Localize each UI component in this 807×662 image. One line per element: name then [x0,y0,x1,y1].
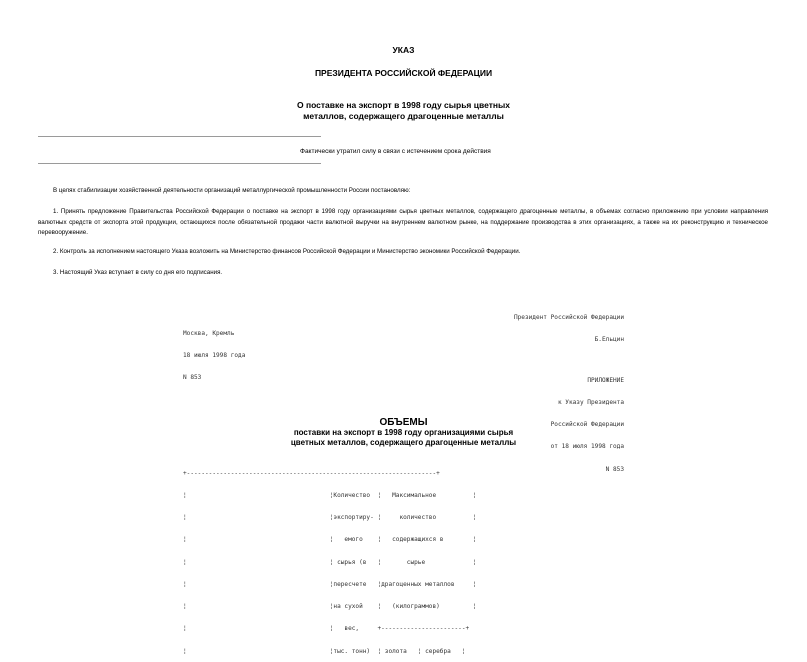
date-line: 18 июля 1998 года [183,352,246,360]
appendix-ref: к Указу Президента [557,399,624,407]
paragraph-1: 1. Принять предложение Правительства Российской Федерации о поставке на экспорт в 1998 году организациями сырья цветных металлов, содержащего драгоценные металлы, в объемах согласно приложению при условии направления валютных средств от экспорта этой продукции, остающихся после обязательной продажи части валютной выручки на внутреннем валютном рынке, на поддержание производства в этих организациях, а также на их реконструкцию и техническое перевооружение. [38,208,768,236]
appendix-label: ПРИЛОЖЕНИЕ [587,376,624,384]
table-line: ¦ ¦экспортиру- ¦ количество ¦ [183,514,477,522]
table-line: ¦ ¦на сухой ¦ (килограммов) ¦ [183,603,477,611]
appendix-number: N 853 [605,465,624,473]
signature-name: Б.Ельцин [594,336,624,344]
preamble-paragraph: В целях стабилизации хозяйственной деятельности организаций металлургической промышленности России постановляю: [53,187,411,194]
signature-block [440,299,624,351]
volumes-subtitle-line-1: поставки на экспорт в 1998 году организациями сырья [293,428,514,437]
appendix-date: от 18 июля 1998 года [550,443,624,451]
volumes-table [183,455,477,662]
signature-title: Президент Российской Федерации [513,313,624,321]
table-line: ¦ ¦тыс. тонн) ¦ золота ¦ серебра ¦ [183,647,466,655]
table-line: ¦ ¦ сырья (в ¦ сырье ¦ [183,558,477,566]
decree-title: УКАЗ [392,45,415,55]
volumes-subtitle-line-2: цветных металлов, содержащего драгоценные металлы [290,438,517,447]
volumes-subtitle [0,428,807,451]
divider-top [38,136,321,137]
subject-line-1: О поставке на экспорт в 1998 году сырья цветных [296,100,510,110]
volumes-title: ОБЪЕМЫ [379,417,428,428]
paragraph-3: 3. Настоящий Указ вступает в силу со дня его подписания. [53,269,223,276]
table-line: ¦ ¦пересчете ¦драгоценных металлов ¦ [183,580,477,588]
place-date-block [183,315,245,389]
table-line: ¦ ¦ емого ¦ содержащихся в ¦ [183,536,477,544]
appendix-country: Российской Федерации [550,421,624,429]
divider-bottom [38,163,321,164]
table-line: +--------------------------------------------------------------------+ [183,469,440,477]
decree-subject [0,100,807,122]
subject-line-2: металлов, содержащего драгоценные металлы [303,111,504,121]
number-line: N 853 [183,374,202,382]
decree-issuer: ПРЕЗИДЕНТА РОССИЙСКОЙ ФЕДЕРАЦИИ [314,68,493,78]
table-line: ¦ ¦ вес, +-----------------------+ [183,625,470,633]
place-line: Москва, Кремль [183,329,235,337]
table-line: ¦ ¦Количество ¦ Максимальное ¦ [183,492,477,500]
paragraph-2: 2. Контроль за исполнением настоящего Указа возложить на Министерство финансов Российской Федерации и Министерство экономики Российской Федерации. [53,248,521,255]
status-note-text: Фактически утратил силу в связи с истечением срока действия [300,148,491,155]
